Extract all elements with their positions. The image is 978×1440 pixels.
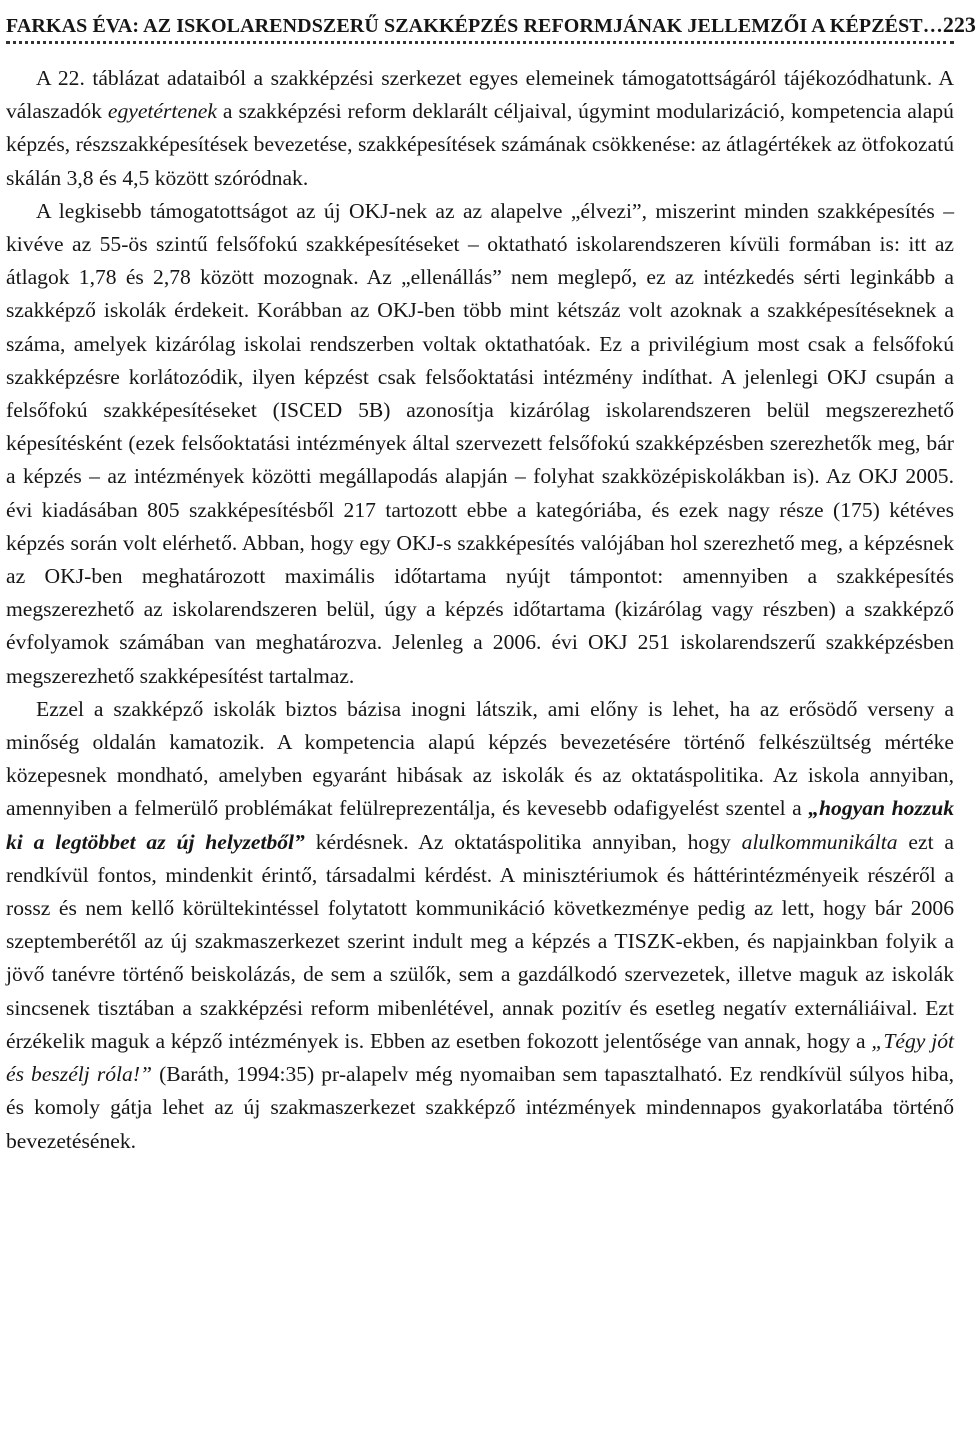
text-run: A 22. táblázat adataiból a szakképzési szerkezet egyes elemeinek támogatottságáról tájékozódhatunk. A válaszadók xyxy=(6,66,954,124)
text-run: kérdésnek. Az oktatáspolitika annyiban, hogy xyxy=(304,829,742,854)
emphasis-text: alulkommunikálta xyxy=(741,829,898,854)
body-text xyxy=(6,62,954,1158)
paragraph-2 xyxy=(6,195,954,693)
running-title: FARKAS ÉVA: AZ ISKOLARENDSZERŰ SZAKKÉPZÉS REFORMJÁNAK JELLEMZŐI A KÉPZÉST… xyxy=(6,15,943,37)
text-run: a szakképzési reform deklarált céljaival, úgymint modularizáció, kompetencia alapú képzés, részszakképesítések bevezetése, szakképesítések számának csökkenése: az átlagértékek az ötfokozatú skálán 3,8 és 4,5 között szóródnak. xyxy=(6,99,954,190)
running-header xyxy=(6,4,976,38)
text-run: A legkisebb támogatottságot az új OKJ-nek az az alapelve „élvezi”, miszerint minden szakképesítés – kivéve az 55-ös szintű felsőfokú szakképesítéseket – oktatható iskolarendszeren kívüli formában is: itt az átlagok 1,78 és 2,78 között mozognak. Az „ellenállás” nem meglepő, ez az intézkedés sérti leginkább a szakképző iskolák érdekeit. Korábban az OKJ-ben több mint kétszáz volt azoknak a szakképesítéseknek a száma, amelyek kizárólag iskolai rendszerben voltak oktathatóak. Ez a privilégium most csak a felsőfokú szakképzésre korlátozódik, ilyen képzést csak felsőoktatási intézmény indíthat. A jelenlegi OKJ csupán a felsőfokú szakképesítéseket (ISCED 5B) azonosítja kizárólag iskolarendszeren belül megszerezhető képesítésként (ezek felsőoktatási intézmények által szervezett felsőfokú szakképzésben szerezhetők meg, bár a képzés – az intézmények közötti megállapodás alapján – folyhat szakközépiskolákban is). Az OKJ 2005. évi kiadásában 805 szakképesítésből 217 tartozott ebbe a kategóriába, és ezek nagy része (175) kétéves képzés során volt elérhető. Abban, hogy egy OKJ-s szakképesítés valójában hol szerezhető meg, a képzésnek az OKJ-ben meghatározott maximális időtartama nyújt támpontot: amennyiben a szakképesítés megszerezhető az iskolarendszeren belül, úgy a képzés időtartama (kizárólag vagy részben) a szakképző évfolyamok számában van meghatározva. Jelenleg a 2006. évi OKJ 251 iskolarendszerű szakképzésben megszerezhető szakképesítést tartalmaz. xyxy=(6,198,954,688)
text-run: (Baráth, 1994:35) pr-alapelv még nyomaiban sem tapasztalható. Ez rendkívül súlyos hiba, és komoly gátja lehet az új szakmaszerkezet szakképző intézmények mindennapos gyakorlatába történő bevezetésének. xyxy=(6,1062,954,1153)
emphasis-text: „Tégy jót és beszélj róla!” xyxy=(6,1028,954,1087)
paragraph-1 xyxy=(6,62,954,195)
paragraph-3 xyxy=(6,693,954,1158)
header-dotted-rule xyxy=(6,41,954,44)
emphasis-text: egyetértenek xyxy=(107,99,217,124)
text-run: Ezzel a szakképző iskolák biztos bázisa inogni látszik, ami előny is lehet, ha az erősödő verseny a minőség oldalán kamatozik. A kompetencia alapú képzés bevezetésére történő felkészültség mértéke közepesnek mondható, amelyben egyaránt hibásak az iskolák és az oktatáspolitika. Az iskola annyiban, amennyiben a felmerülő problémákat felülreprezentálja, és kevesebb odafigyelést szentel a xyxy=(6,696,954,821)
text-run: ezt a rendkívül fontos, mindenkit érintő, társadalmi kérdést. A minisztériumok és háttérintézményeik részéről a rossz és nem kellő körültekintéssel folytatott kommunikáció következménye pedig az lett, hogy bár 2006 szeptemberétől az új szakmaszerkezet szerint indult meg a képzés a TISZK-ekben, és napjainkban folyik a jövő tanévre történő beiskolázás, de sem a szülők, sem a gazdálkodó szervezetek, illetve maguk az iskolák sincsenek tisztában a szakképzési reform mibenlétével, annak pozitív és esetleg negatív externáliáival. Ezt érzékelik maguk a képző intézmények is. Ebben az esetben fokozott jelentősége van annak, hogy a xyxy=(6,829,954,1053)
emphasis-text: „hogyan hozzuk ki a legtöbbet az új helyzetből” xyxy=(6,796,955,854)
page-number: 223 xyxy=(942,12,976,37)
